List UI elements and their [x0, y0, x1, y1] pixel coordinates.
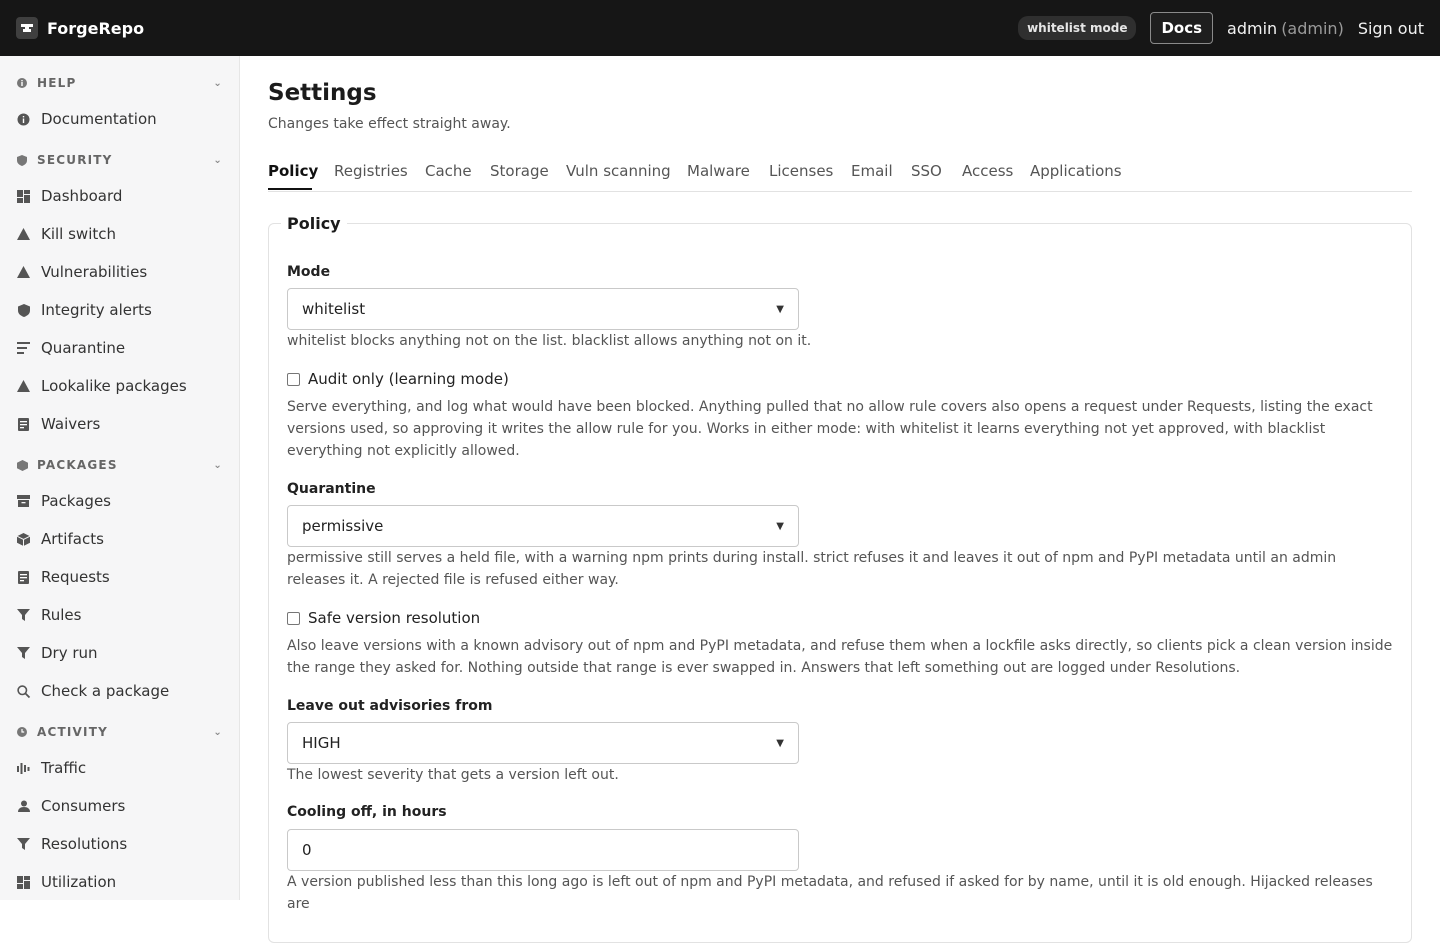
active-tab-indicator — [268, 188, 312, 190]
sidebar — [0, 56, 240, 900]
mode-select-value: whitelist — [302, 300, 366, 318]
tab-policy[interactable]: Policy — [268, 162, 319, 180]
document-icon — [17, 418, 30, 431]
list-icon — [17, 342, 30, 355]
mode-label: Mode — [287, 264, 331, 280]
page-title: Settings — [268, 80, 377, 106]
sidebar-item-documentation[interactable] — [17, 110, 223, 128]
sidebar-item-kill-switch[interactable] — [17, 225, 223, 243]
chevron-down-icon: ▼ — [776, 737, 784, 749]
sidebar-item-resolutions[interactable] — [17, 835, 223, 853]
page-subtitle: Changes take effect straight away. — [268, 116, 511, 132]
filter-icon — [17, 647, 30, 660]
section-packages-title: PACKAGES — [37, 458, 118, 472]
chevron-down-icon: ▼ — [776, 520, 784, 532]
warning-icon — [17, 266, 30, 279]
user-name: admin — [1227, 18, 1278, 38]
main-content — [240, 56, 1440, 912]
section-security-toggle[interactable] — [17, 153, 223, 167]
sidebar-item-label: Kill switch — [41, 225, 116, 243]
policy-legend: Policy — [281, 214, 347, 233]
filter-icon — [17, 838, 30, 851]
quarantine-select-value: permissive — [302, 517, 384, 535]
archive-icon — [17, 495, 30, 508]
advisories-select[interactable] — [287, 722, 799, 764]
sidebar-item-requests[interactable] — [17, 568, 223, 586]
cooling-off-help: A version published less than this long ago is left out of npm and PyPI metadata, and refused if asked for by name, until it is old enough. Hijacked releases are — [287, 874, 1373, 912]
tab-cache[interactable]: Cache — [425, 162, 472, 180]
section-help-title: HELP — [37, 76, 77, 90]
shield-icon — [17, 155, 27, 165]
chevron-down-icon: ⌄ — [213, 459, 223, 471]
sidebar-item-label: Waivers — [41, 415, 101, 433]
quarantine-select[interactable] — [287, 505, 799, 547]
advisories-label: Leave out advisories from — [287, 698, 493, 714]
sidebar-item-label: Requests — [41, 568, 110, 586]
sidebar-item-label: Consumers — [41, 797, 126, 815]
tab-access[interactable]: Access — [962, 162, 1014, 180]
dashboard-icon — [17, 876, 30, 889]
sidebar-item-label: Utilization — [41, 873, 117, 891]
sidebar-item-label: Dry run — [41, 644, 98, 662]
sidebar-item-label: Check a package — [41, 682, 170, 700]
chevron-down-icon: ▼ — [776, 303, 784, 315]
sidebar-item-label: Packages — [41, 492, 111, 510]
sign-out-link[interactable]: Sign out — [1357, 18, 1424, 38]
shield-icon — [17, 304, 30, 317]
sidebar-item-integrity-alerts[interactable] — [17, 301, 223, 319]
sidebar-item-label: Dashboard — [41, 187, 123, 205]
sidebar-item-label: Rules — [41, 606, 82, 624]
safe-version-row — [287, 609, 480, 627]
tab-registries[interactable]: Registries — [334, 162, 408, 180]
tab-storage[interactable]: Storage — [490, 162, 549, 180]
section-activity-title: ACTIVITY — [37, 725, 108, 739]
sidebar-item-label: Vulnerabilities — [41, 263, 148, 281]
sidebar-item-dashboard[interactable] — [17, 187, 223, 205]
audit-only-label: Audit only (learning mode) — [308, 370, 509, 388]
tab-malware[interactable]: Malware — [687, 162, 750, 180]
sidebar-item-label: Quarantine — [41, 339, 126, 357]
sidebar-item-label: Resolutions — [41, 835, 128, 853]
cooling-off-value: 0 — [302, 841, 312, 859]
docs-button[interactable]: Docs — [1150, 12, 1213, 44]
safe-version-label: Safe version resolution — [308, 609, 481, 627]
section-help-toggle[interactable] — [17, 76, 223, 90]
tab-licenses[interactable]: Licenses — [769, 162, 834, 180]
sidebar-item-check-a-package[interactable] — [17, 682, 223, 700]
warning-icon — [17, 380, 30, 393]
cooling-off-input[interactable] — [287, 829, 799, 871]
sidebar-item-vulnerabilities[interactable] — [17, 263, 223, 281]
chevron-down-icon: ⌄ — [213, 154, 223, 166]
advisories-select-value: HIGH — [302, 734, 341, 752]
chevron-down-icon: ⌄ — [213, 77, 223, 89]
sidebar-item-packages[interactable] — [17, 492, 223, 510]
sidebar-item-label: Traffic — [41, 759, 87, 777]
audit-only-help: Serve everything, and log what would have been blocked. Anything pulled that no allow rule covers also opens a request under Requests, listing the exact versions used, so approving it writes the allow rule for you. Works in either mode: with whitelist it learns everything not yet approved, with blacklist everything not explicitly allowed. — [287, 399, 1373, 459]
box-icon — [17, 533, 30, 546]
quarantine-help: permissive still serves a held file, with a warning npm prints during install. strict refuses it and leaves it out of npm and PyPI metadata until an admin releases it. A rejected file is refused either way. — [287, 550, 1337, 588]
mode-select[interactable] — [287, 288, 799, 330]
advisories-help: The lowest severity that gets a version left out. — [287, 767, 619, 783]
activity-bars-icon — [17, 762, 30, 775]
warning-icon — [17, 228, 30, 241]
sidebar-item-waivers[interactable] — [17, 415, 223, 433]
box-icon — [17, 460, 27, 470]
brand-home-link[interactable] — [16, 17, 144, 39]
audit-only-checkbox[interactable] — [287, 373, 300, 386]
top-bar — [0, 0, 1440, 56]
section-activity-toggle[interactable] — [17, 725, 223, 739]
brand-name: ForgeRepo — [47, 18, 145, 38]
anvil-logo-icon — [16, 17, 38, 39]
sidebar-item-lookalike-packages[interactable] — [17, 377, 223, 395]
sidebar-item-label: Documentation — [41, 110, 157, 128]
search-icon — [17, 685, 30, 698]
section-packages-toggle[interactable] — [17, 458, 223, 472]
sidebar-item-label: Integrity alerts — [41, 301, 152, 319]
document-icon — [17, 571, 30, 584]
sidebar-item-label: Artifacts — [41, 530, 104, 548]
safe-version-checkbox[interactable] — [287, 612, 300, 625]
sidebar-item-rules[interactable] — [17, 606, 223, 624]
tab-applications[interactable]: Applications — [1030, 162, 1122, 180]
sidebar-item-label: Lookalike packages — [41, 377, 187, 395]
settings-tabs — [268, 154, 1412, 192]
quarantine-label: Quarantine — [287, 481, 376, 497]
filter-icon — [17, 609, 30, 622]
info-icon — [17, 113, 30, 126]
safe-version-help: Also leave versions with a known advisory out of npm and PyPI metadata, and refuse them when a lockfile asks directly, so clients pick a clean version inside the range they asked for. Nothing outside that range is ever swapped in. Answers that left something out are logged under Resolutions. — [287, 638, 1393, 676]
tab-vuln-scanning[interactable]: Vuln scanning — [566, 162, 671, 180]
info-icon — [17, 78, 27, 88]
user-icon — [17, 800, 30, 813]
sidebar-item-traffic[interactable] — [17, 759, 223, 777]
sidebar-item-quarantine[interactable] — [17, 339, 223, 357]
sidebar-item-consumers[interactable] — [17, 797, 223, 815]
tab-email[interactable]: Email — [851, 162, 893, 180]
dashboard-icon — [17, 190, 30, 203]
section-security-title: SECURITY — [37, 153, 113, 167]
clock-icon — [17, 727, 27, 737]
user-role: (admin) — [1281, 18, 1344, 38]
sidebar-item-dry-run[interactable] — [17, 644, 223, 662]
mode-badge: whitelist mode — [1018, 16, 1136, 40]
sidebar-item-artifacts[interactable] — [17, 530, 223, 548]
tab-sso[interactable]: SSO — [911, 162, 942, 180]
policy-fieldset — [268, 214, 1412, 943]
sidebar-item-utilization[interactable] — [17, 873, 223, 891]
audit-only-row — [287, 370, 509, 388]
mode-help: whitelist blocks anything not on the list. blacklist allows anything not on it. — [287, 333, 812, 349]
chevron-down-icon: ⌄ — [213, 726, 223, 738]
cooling-off-label: Cooling off, in hours — [287, 804, 447, 820]
